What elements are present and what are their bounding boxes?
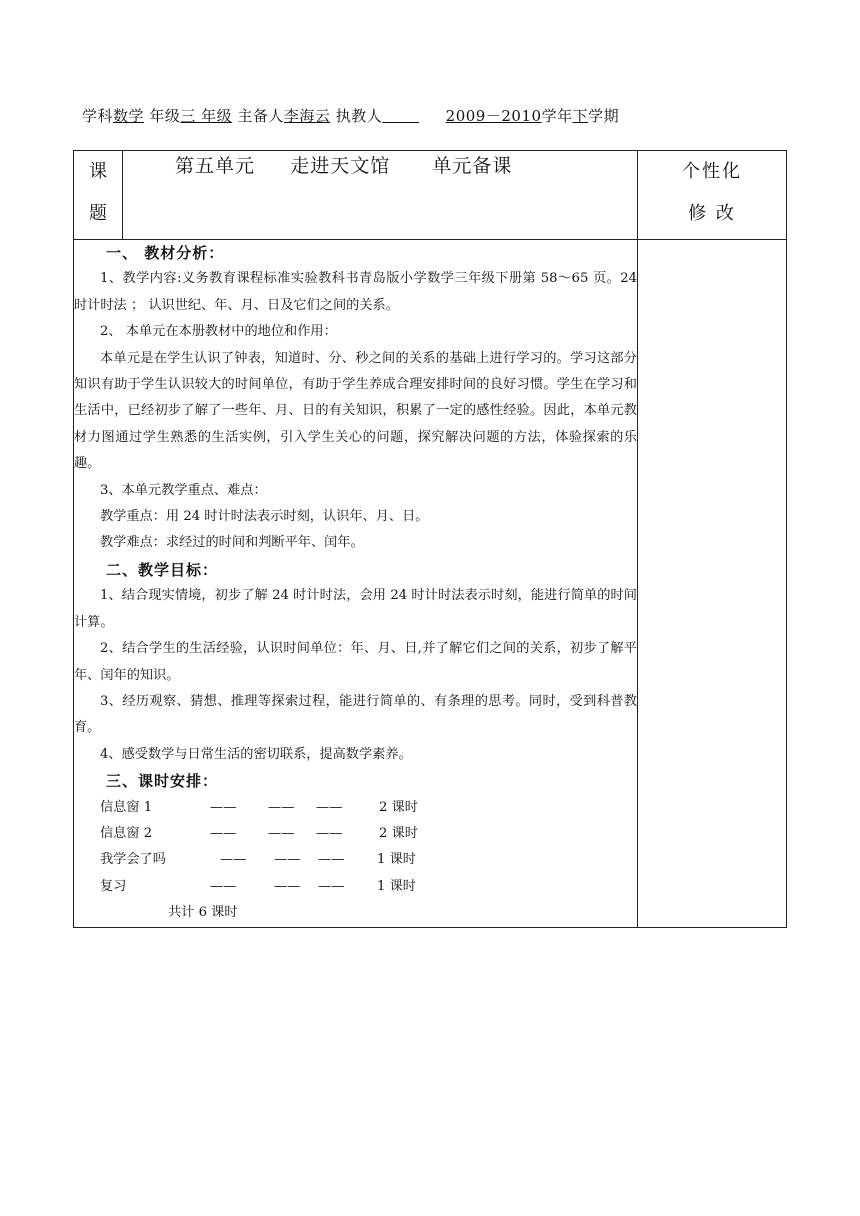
schedule-dash: —— — [318, 852, 345, 868]
schedule-item-name: 信息窗 1 — [100, 799, 153, 815]
term-label: 学期 — [588, 107, 620, 125]
planner-value: 李海云 — [283, 107, 331, 125]
section-1-paragraph-2: 2、 本单元在本册教材中的地位和作用： — [100, 324, 337, 340]
topic-label-char-1: 课 — [89, 161, 107, 182]
schedule-item-name: 信息窗 2 — [100, 825, 153, 841]
lesson-content — [74, 240, 637, 927]
section-1-paragraph-4: 3、本单元教学重点、难点： — [100, 482, 267, 498]
title-row — [74, 151, 787, 240]
teacher-value — [382, 107, 419, 125]
schedule-dash: —— — [316, 825, 343, 841]
subject-label: 学科 — [82, 107, 114, 125]
schedule-row — [74, 821, 637, 847]
planner-label: 主备人 — [237, 107, 284, 125]
schedule-total: 共计 6 课时 — [168, 905, 238, 921]
schedule-dash: —— — [210, 878, 237, 894]
schedule-dash: —— — [210, 799, 237, 815]
schedule-dash: —— — [318, 878, 345, 894]
section-2-paragraph-1: 1、结合现实情境，初步了解 24 时计时法，会用 24 时计时法表示时刻，能进行简单的时间计算。 — [74, 588, 637, 630]
section-1-paragraph-3: 本单元是在学生认识了钟表，知道时、分、秒之间的关系的基础上进行学习的。学习这部分知识有助于学生认识较大的时间单位，有助于学生养成合理安排时间的良好习惯。学生在学习和生活中，已经初步了解了一些年、月、日的有关知识，积累了一定的感性经验。因此，本单元教材力图通过学生熟悉的生活实例，引入学生关心的问题，探究解决问题的方法，体验探索的乐趣。 — [74, 350, 637, 472]
section-2-paragraph-4: 4、感受数学与日常生活的密切联系，提高数学素养。 — [100, 746, 412, 762]
year-label: 学年 — [541, 107, 573, 125]
section-1-paragraph-1: 1、教学内容:义务教育课程标准实验教科书青岛版小学数学三年级下册第 58～65 页。24 时计时法 ； 认识世纪、年、月、日及它们之间的关系。 — [74, 271, 637, 313]
section-2-paragraph-3: 3、经历观察、猜想、推理等探索过程，能进行简单的、有条理的思考。同时，受到科普教育。 — [74, 693, 637, 736]
modification-notes-cell — [638, 240, 787, 928]
schedule-dash: —— — [316, 799, 343, 815]
schedule-hours: 1 课时 — [377, 852, 416, 868]
topic-title-cell — [123, 151, 638, 240]
content-cell — [74, 240, 638, 928]
year-separator: － — [485, 107, 502, 125]
year-start: 2009 — [445, 107, 486, 125]
schedule-row — [74, 847, 637, 873]
teacher-label: 执教人 — [335, 107, 383, 125]
schedule-dash: —— — [274, 852, 301, 868]
document-header — [82, 105, 802, 126]
topic-label-cell — [74, 151, 123, 240]
lesson-plan-table — [73, 150, 787, 928]
topic-label-char-2: 题 — [89, 203, 107, 224]
section-2-heading: 二、教学目标： — [106, 560, 219, 579]
section-2-paragraph-2: 2、结合学生的生活经验，认识时间单位：年、月、日,并了解它们之间的关系，初步了解平年、闰年的知识。 — [74, 641, 637, 683]
schedule-hours: 2 课时 — [379, 799, 418, 815]
grade-value: 三 年级 — [180, 107, 233, 125]
unit-title: 第五单元 走进天文馆 单元备课 — [175, 155, 513, 177]
schedule-item-name: 复习 — [100, 878, 127, 894]
schedule-dash: —— — [274, 878, 301, 894]
schedule-dash: —— — [220, 852, 247, 868]
schedule-dash: —— — [268, 799, 295, 815]
term-value: 下 — [572, 107, 589, 125]
schedule-dash: —— — [210, 825, 237, 841]
schedule-hours: 2 课时 — [379, 825, 418, 841]
personal-modification-header — [638, 151, 787, 240]
grade-label: 年级 — [149, 107, 181, 125]
modification-label-line-1: 个性化 — [682, 161, 742, 182]
schedule-item-name: 我学会了吗 — [100, 852, 166, 868]
subject-value: 数学 — [113, 107, 145, 125]
section-1-paragraph-5: 教学重点：用 24 时计时法表示时刻，认识年、月、日。 — [100, 509, 429, 525]
schedule-row — [74, 795, 637, 821]
section-3-heading: 三、课时安排： — [106, 772, 219, 791]
modification-label-line-2: 修 改 — [688, 203, 736, 224]
schedule-dash: —— — [268, 825, 295, 841]
schedule-hours: 1 课时 — [377, 878, 416, 894]
schedule-row — [74, 874, 637, 900]
section-1-paragraph-6: 教学难点：求经过的时间和判断平年、闰年。 — [100, 535, 364, 551]
year-end: 2010 — [501, 107, 542, 125]
section-1-heading: 一、 教材分析： — [106, 244, 225, 262]
content-row — [74, 240, 787, 928]
